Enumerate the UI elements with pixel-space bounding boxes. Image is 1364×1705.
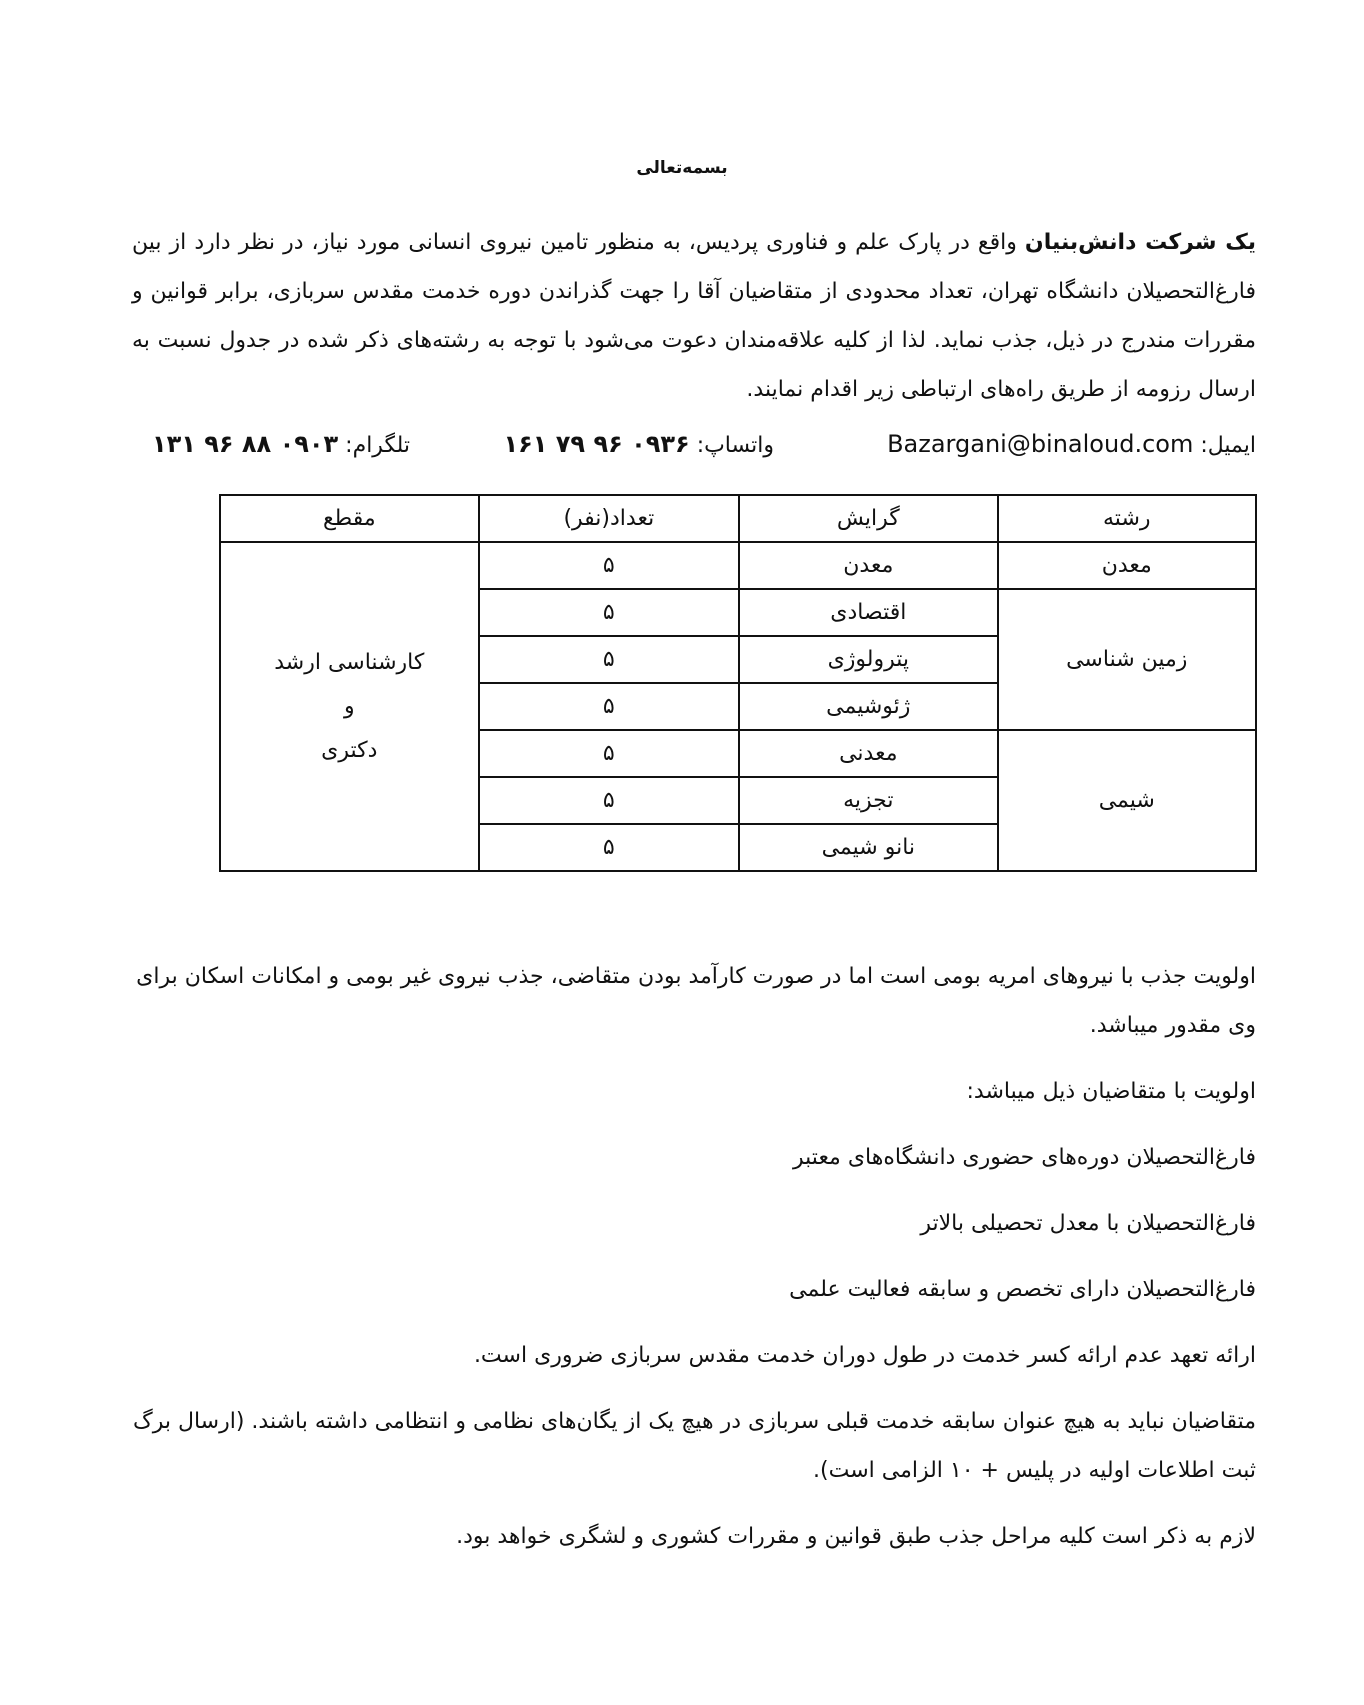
- page-heading: بسمه‌تعالی: [636, 158, 728, 178]
- field-cell: شیمی: [998, 730, 1256, 871]
- paragraph: فارغ‌التحصیلان با معدل تحصیلی بالاتر: [920, 1211, 1256, 1236]
- header-field: رشته: [998, 495, 1256, 542]
- degree-line: و: [343, 693, 355, 719]
- header-count: تعداد(نفر): [479, 495, 740, 542]
- header-degree: مقطع: [220, 495, 479, 542]
- count-cell: ۵: [479, 542, 740, 589]
- contact-whatsapp: [503, 430, 774, 458]
- degree-cell: [220, 542, 479, 871]
- paragraph: اولویت جذب با نیروهای امریه بومی است اما در صورت کارآمد بودن متقاضی، جذب نیروی غیر بومی و امکانات اسکان برای وی مقدور میباشد.: [136, 964, 1256, 1038]
- count-cell: ۵: [479, 683, 740, 730]
- field-cell: زمین شناسی: [998, 589, 1256, 730]
- specialization-cell: پترولوژی: [739, 636, 997, 683]
- specialization-cell: معدن: [739, 542, 997, 589]
- degree-line: کارشناسی ارشد: [274, 649, 425, 675]
- email-value[interactable]: Bazargani@binaloud.com: [887, 430, 1194, 458]
- intro-paragraph: [132, 218, 1256, 414]
- header-specialization: گرایش: [739, 495, 997, 542]
- contact-row: [132, 430, 1256, 470]
- telegram-label: تلگرام:: [345, 433, 410, 458]
- specialization-cell: ژئوشیمی: [739, 683, 997, 730]
- paragraph: اولویت با متقاضیان ذیل میباشد:: [966, 1079, 1256, 1104]
- count-cell: ۵: [479, 589, 740, 636]
- paragraph: فارغ‌التحصیلان دارای تخصص و سابقه فعالیت علمی: [789, 1277, 1256, 1302]
- telegram-number: ۰۹۰۳ ۸۸ ۹۶ ۱۳۱: [151, 430, 339, 458]
- table-header-row: [220, 495, 1256, 542]
- paragraph: فارغ‌التحصیلان دوره‌های حضوری دانشگاه‌های معتبر: [793, 1145, 1256, 1170]
- count-cell: ۵: [479, 636, 740, 683]
- specialization-cell: تجزیه: [739, 777, 997, 824]
- count-cell: ۵: [479, 730, 740, 777]
- requirements-section: [132, 952, 1256, 1578]
- specialization-cell: اقتصادی: [739, 589, 997, 636]
- paragraph: لازم به ذکر است کلیه مراحل جذب طبق قوانین و مقررات کشوری و لشگری خواهد بود.: [456, 1524, 1256, 1549]
- contact-telegram: [152, 430, 410, 458]
- whatsapp-number: ۰۹۳۶ ۹۶ ۷۹ ۱۶۱: [503, 430, 690, 458]
- contact-email: [887, 430, 1256, 458]
- whatsapp-label: واتساپ:: [696, 433, 774, 458]
- field-cell: معدن: [998, 542, 1256, 589]
- count-cell: ۵: [479, 777, 740, 824]
- specialization-cell: معدنی: [739, 730, 997, 777]
- specialization-cell: نانو شیمی: [739, 824, 997, 871]
- degree-line: دکتری: [321, 737, 378, 763]
- paragraph: ارائه تعهد عدم ارائه کسر خدمت در طول دوران خدمت مقدس سربازی ضروری است.: [473, 1343, 1256, 1368]
- intro-text: واقع در پارک علم و فناوری پردیس، به منظور تامین نیروی انسانی مورد نیاز، در نظر دارد از بین فارغ‌التحصیلان دانشگاه تهران، تعداد محدودی از متقاضیان آقا را جهت گذراندن دوره خدمت مقدس سربازی، برابر قوانین و مقررات مندرج در ذیل، جذب نماید. لذا از کلیه علاقه‌مندان دعوت می‌شود با توجه به رشته‌های ذکر شده در جدول نسبت به ارسال رزومه از طریق راه‌های ارتباطی زیر اقدام نمایند.: [132, 230, 1256, 402]
- positions-table: [219, 494, 1257, 872]
- paragraph: متقاضیان نباید به هیچ عنوان سابقه خدمت قبلی سربازی در هیچ یک از یگان‌های نظامی و انتظامی داشته باشند. (ارسال برگ ثبت اطلاعات اولیه در پلیس + ۱۰ الزامی است).: [133, 1409, 1256, 1483]
- count-cell: ۵: [479, 824, 740, 871]
- table-row: [220, 542, 1256, 589]
- email-label: ایمیل:: [1200, 433, 1256, 458]
- intro-bold-lead: یک شرکت دانش‌بنیان: [1024, 230, 1256, 255]
